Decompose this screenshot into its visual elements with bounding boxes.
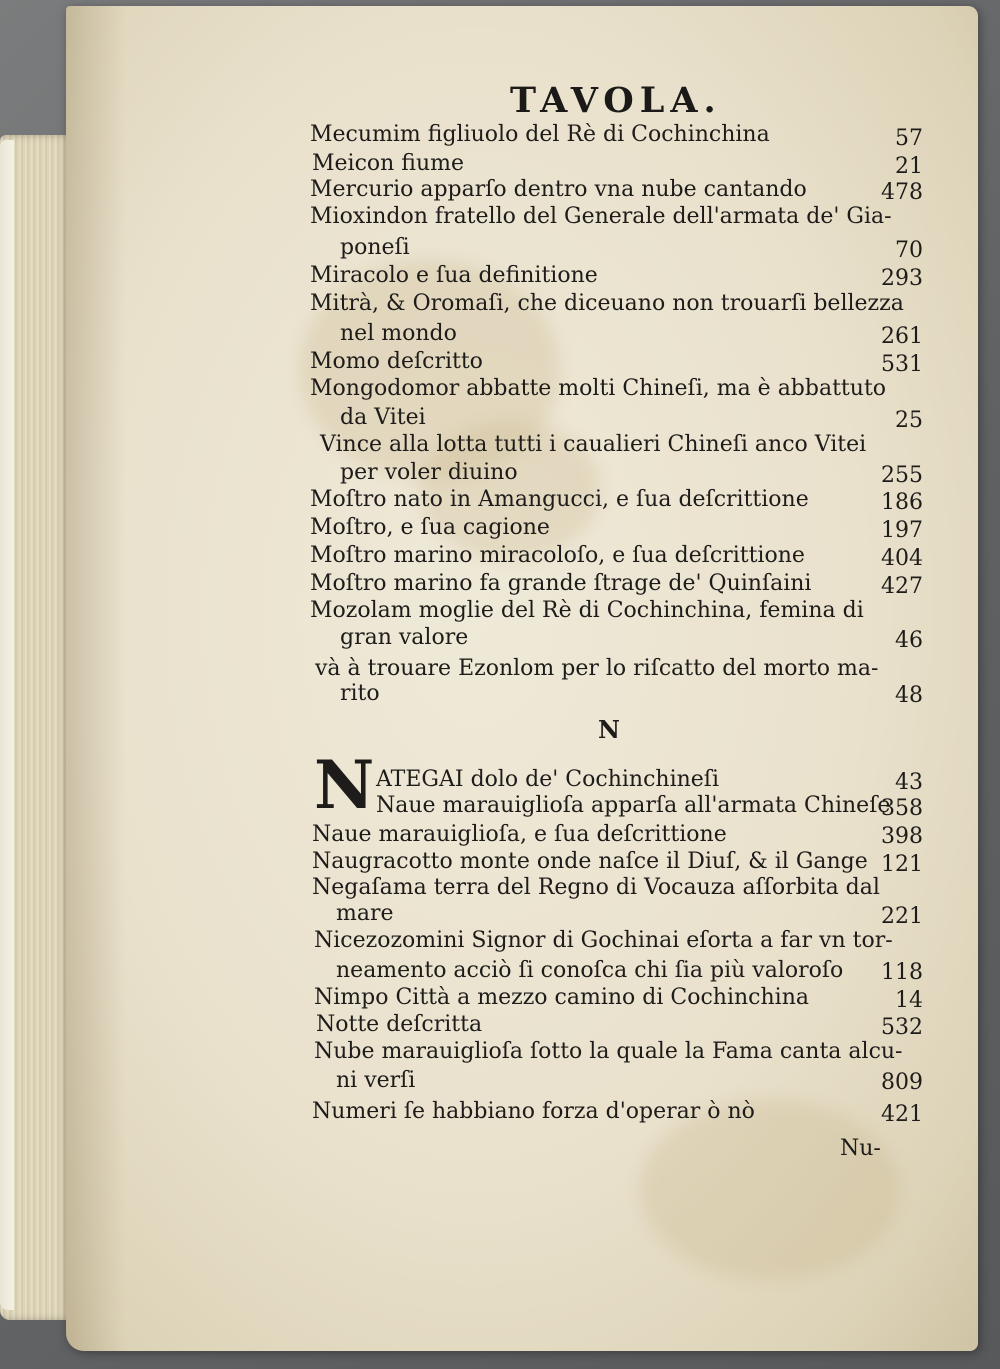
index-entry-text: rito [340, 681, 380, 706]
index-entry-text: Numeri ſe habbiano forza d'operar ò nò [312, 1099, 755, 1124]
index-entry-text: Vince alla lotta tutti i caualieri Chineſi anco Vitei [320, 432, 867, 457]
index-entry-text: Negaſama terra del Regno di Vocauza aſſorbita dal [312, 875, 880, 900]
index-entry-page: 197 [881, 518, 923, 543]
index-entry-text: Mongodomor abbatte molti Chineſi, ma è abbattuto [310, 376, 887, 401]
index-entry-text: mare [336, 901, 394, 926]
index-entry-page: 532 [881, 1015, 923, 1040]
index-entry-page: 398 [881, 824, 923, 849]
index-entry-text: Moſtro, e ſua cagione [310, 515, 550, 540]
index-entry-page: 293 [881, 266, 923, 291]
index-entry-page: 48 [895, 683, 923, 708]
index-entry-page: 255 [881, 463, 923, 488]
catchword: Nu- [840, 1136, 881, 1161]
index-entry-text: và à trouare Ezonlom per lo riſcatto del morto ma- [315, 656, 879, 681]
index-entry-text: Notte deſcritta [316, 1012, 483, 1037]
index-entry-page: 14 [895, 988, 923, 1013]
index-entry-text: Naue marauiglioſa apparſa all'armata Chineſe [376, 793, 891, 818]
index-entry-page: 57 [895, 126, 923, 151]
index-entry-page: 21 [895, 154, 923, 179]
index-entry-page: 261 [881, 324, 923, 349]
index-entry-text: Nube marauiglioſa ſotto la quale la Fama canta alcu- [314, 1039, 903, 1064]
index-entry-text: Moſtro nato in Amangucci, e ſua deſcrittione [310, 487, 809, 512]
index-entry-text: da Vitei [340, 405, 426, 430]
index-entry-page: 809 [881, 1070, 923, 1095]
index-entry-text: Miracolo e ſua definitione [310, 263, 598, 288]
index-entry-text: Moſtro marino fa grande ſtrage de' Quinſaini [310, 571, 812, 596]
index-entry-text: Meicon fiume [312, 151, 465, 176]
index-entry-page: 43 [895, 770, 923, 795]
drop-cap: N [314, 746, 375, 824]
index-entry-text: Momo deſcritto [310, 349, 483, 374]
index-entry-text: Mecumim figliuolo del Rè di Cochinchina [310, 122, 770, 147]
page-header: TAVOLA. [510, 80, 722, 121]
index-entry-page: 427 [881, 574, 923, 599]
index-entry-text: Moſtro marino miracoloſo, e ſua deſcrittione [310, 543, 805, 568]
index-entry-page: 478 [881, 180, 923, 205]
index-entry-page: 404 [881, 546, 923, 571]
index-entry-text: nel mondo [340, 321, 457, 346]
index-entry-text: Naue marauiglioſa, e ſua deſcrittione [312, 822, 727, 847]
index-entry-text: poneſi [340, 235, 410, 260]
index-entry-text: ATEGAI dolo de' Cochinchineſi [376, 767, 719, 792]
index-entry-text: gran valore [340, 625, 469, 650]
index-entry-text: Mercurio apparſo dentro vna nube cantando [310, 177, 807, 202]
index-entry-page: 70 [895, 238, 923, 263]
section-letter: N [598, 715, 620, 744]
index-entry-text: Nimpo Città a mezzo camino di Cochinchina [314, 985, 809, 1010]
index-entry-text: Mitrà, & Oromaſi, che diceuano non trouarſi bellezza [310, 291, 904, 316]
index-entry-text: neamento acciò ſi conoſca chi ſia più valoroſo [336, 958, 844, 983]
index-entry-text: Mozolam moglie del Rè di Cochinchina, femina di [310, 598, 864, 623]
index-entry-text: Nicezozomini Signor di Gochinai eſorta a far vn tor- [314, 928, 893, 953]
index-entry-page: 46 [895, 628, 923, 653]
index-entry-page: 531 [881, 352, 923, 377]
index-entry-text: ni verſi [336, 1068, 416, 1093]
index-entry-text: per voler diuino [340, 460, 518, 485]
index-entry-page: 221 [881, 904, 923, 929]
index-entry-text: Mioxindon fratello del Generale dell'armata de' Gia- [310, 204, 892, 229]
index-entry-page: 358 [881, 796, 923, 821]
index-entry-page: 421 [881, 1102, 923, 1127]
index-entry-page: 121 [881, 852, 923, 877]
index-entry-text: Naugracotto monte onde naſce il Diuſ, & il Gange [312, 849, 868, 874]
index-entry-page: 118 [881, 960, 923, 985]
index-entry-page: 186 [881, 490, 923, 515]
index-entry-page: 25 [895, 408, 923, 433]
